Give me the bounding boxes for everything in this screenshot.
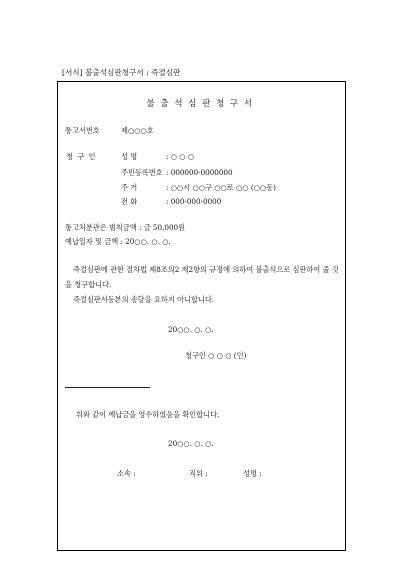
claimant-rrn-value: : 000000-0000000 — [166, 168, 233, 177]
official-name-label: 성명 : — [243, 469, 262, 478]
separator-line — [65, 387, 150, 388]
document-title: 불 출 석 심 판 청 구 서 — [146, 99, 254, 109]
delivery-paragraph: 즉결심판서등본의 송달을 요하지 아니합니다. — [73, 295, 215, 304]
claimant-phone-label: 전 화 — [121, 197, 138, 206]
notice-number-label: 통고서번호 — [65, 126, 100, 135]
form-caption: [서식] 불출석심판청구서 : 즉결심판 — [62, 68, 181, 77]
request-paragraph: 즉결심판에 관한 절차법 제8조의2 제2항의 규정에 의하여 불출석으로 심판하여 줄 것을 청구합니다. — [65, 265, 339, 289]
document-frame — [57, 81, 346, 551]
prepayment-date-amount: 예납일자 및 금액 : 20○○. ○. ○. — [65, 237, 171, 246]
claimant-signature: 청구인 ○ ○ ○ (인) — [185, 351, 247, 360]
request-date: 20○○. ○. ○. — [168, 325, 214, 334]
confirmation-date: 20○○. ○. ○. — [168, 439, 214, 448]
penalty-amount: 통고처분관은 범칙금액 : 금 50,000원 — [65, 223, 186, 232]
claimant-address-value: : ○○시 ○○구 ○○로 ○○ (○○동) — [166, 183, 276, 192]
notice-number-value: 제○○○호 — [121, 126, 154, 135]
position-label: 직위 : — [189, 469, 208, 478]
claimant-phone-value: : 000-000-0000 — [166, 197, 222, 206]
claimant-name-label: 성 명 — [121, 152, 138, 161]
department-label: 소속 : — [117, 469, 136, 478]
receipt-confirmation: 위와 같이 예납금을 영수하였음을 확인합니다. — [76, 410, 220, 419]
claimant-name-value: : ○ ○ ○ — [166, 152, 195, 161]
claimant-address-label: 주 거 — [121, 183, 138, 192]
claimant-section-label: 청 구 인 — [66, 152, 97, 161]
claimant-rrn-label: 주민등록번호 — [121, 168, 163, 177]
